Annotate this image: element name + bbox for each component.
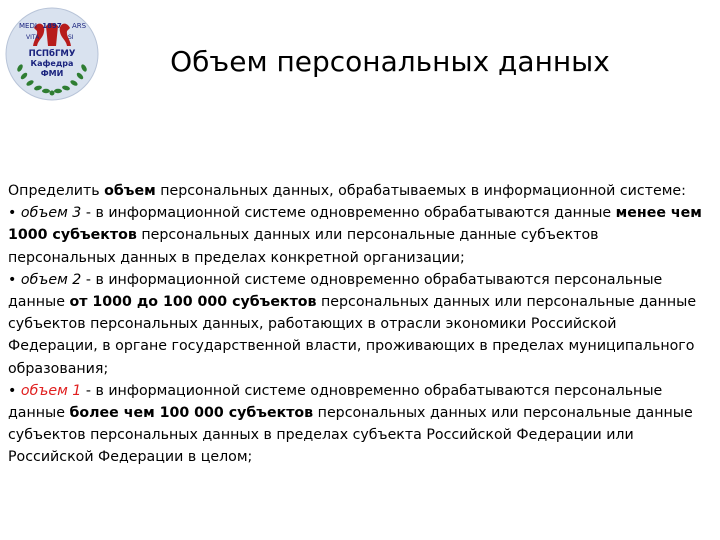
item-text: - в информационной системе одновременно обрабатываются персональные данные bbox=[8, 382, 663, 422]
item-text-rest: персональных данных или персональные данные субъектов персональных данных в пределах конкретной организации; bbox=[8, 227, 599, 266]
body-text bbox=[8, 180, 708, 469]
intro-text: Определить bbox=[8, 183, 105, 199]
item-text-rest: персональных данных или персональные данные субъектов персональных данных в пределах субъекта Российской Федерации или Российской Федерации в целом; bbox=[8, 405, 693, 466]
item-name: объем 3 bbox=[20, 205, 82, 222]
item-name-highlighted: объем 1 bbox=[20, 382, 82, 399]
intro-bold: объем bbox=[104, 183, 156, 199]
logo-top-right-text: ARS bbox=[72, 22, 87, 30]
item-bold: от 1000 до 100 000 субъектов bbox=[69, 294, 317, 311]
logo-top-left-text: MEDI bbox=[19, 22, 37, 30]
logo-year: 1897 bbox=[42, 22, 62, 30]
logo-motto-left: VITA bbox=[26, 34, 40, 41]
logo-line-3: ФМИ bbox=[40, 69, 64, 78]
bullet-icon: • bbox=[8, 205, 17, 222]
item-bold: менее чем 1000 субъектов bbox=[8, 205, 702, 244]
logo-line-2: Кафедра bbox=[30, 59, 74, 68]
bullet-icon: • bbox=[8, 271, 17, 288]
logo-line-1: ПСПбГМУ bbox=[28, 49, 76, 59]
bullet-icon: • bbox=[8, 382, 17, 399]
item-text: - в информационной системе одновременно обрабатываются персональные данные bbox=[8, 271, 663, 311]
item-text-rest: персональных данных или персональные данные субъектов персональных данных, работающих в отрасли экономики Российской Федерации, в органе государственной власти, проживающих в пределах муниципального образования; bbox=[8, 294, 697, 377]
page-title: Объем персональных данных bbox=[170, 45, 610, 78]
logo-motto-right: SI bbox=[68, 34, 74, 41]
intro-text-rest: персональных данных, обрабатываемых в информационной системе: bbox=[155, 183, 686, 199]
item-bold: более чем 100 000 субъектов bbox=[69, 405, 314, 422]
item-text: - в информационной системе одновременно обрабатываются данные bbox=[81, 205, 616, 222]
university-logo bbox=[4, 6, 100, 102]
item-name: объем 2 bbox=[20, 271, 82, 288]
